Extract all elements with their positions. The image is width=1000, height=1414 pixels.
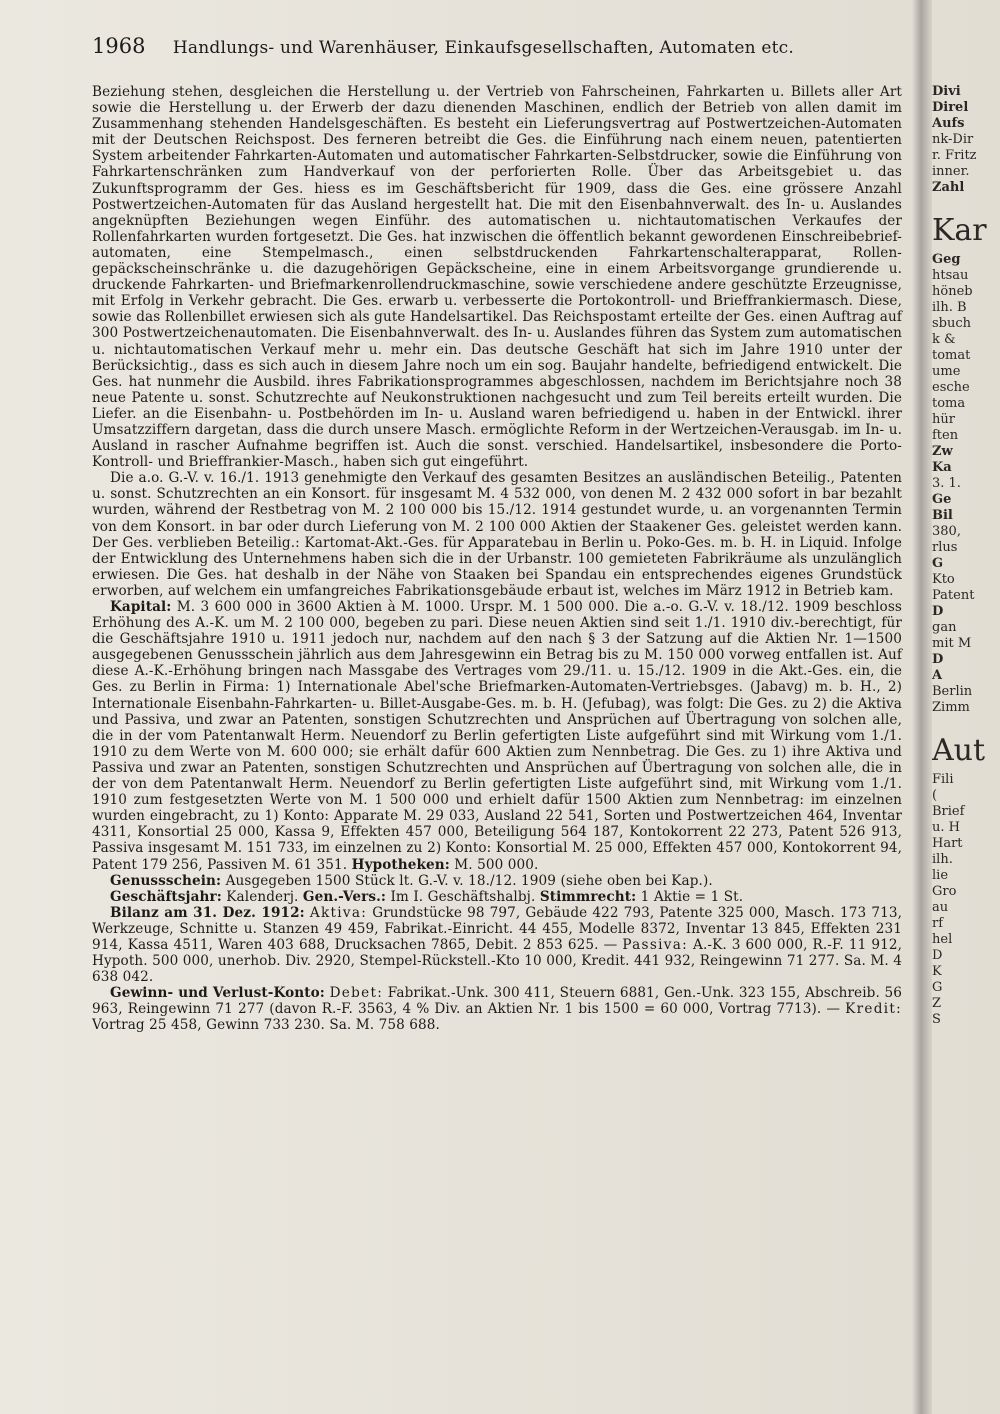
hypotheken-text: M. 500 000.	[449, 856, 539, 873]
debet-text: Fabrikat.-Unk. 300 411, Steuern 6881, Gen.-Unk. 323 155, Abschreib. 56 963, Reingewinn 71 277 (davon R.-F. 3563, 4 % Div. an Aktien Nr. 1 bis 1500 = 60 000, Vortrag 7713). —	[92, 985, 903, 1018]
bilanz-label: Bilanz am 31. Dez. 1912:	[110, 904, 305, 921]
side-fragment-line: 380,	[932, 524, 961, 539]
side-fragment-line: mit M	[932, 636, 972, 651]
passiva-word: Passiva:	[622, 936, 689, 953]
side-fragment-line: höneb	[932, 284, 973, 299]
side-fragment-line: G	[932, 556, 944, 571]
side-fragment-line: tomat	[932, 348, 971, 363]
side-fragment-line: ume	[932, 364, 961, 379]
side-fragment-line: Brief	[932, 804, 965, 819]
side-fragment-line: Ka	[932, 460, 952, 475]
side-fragment-line: rlus	[932, 540, 958, 555]
hypotheken-label: Hypotheken:	[351, 856, 450, 873]
side-fragment-line: G	[932, 980, 943, 995]
side-fragment-line: Patent	[932, 588, 975, 603]
stimmrecht-label: Stimmrecht:	[539, 888, 637, 905]
geschaeftsjahr-section	[92, 889, 902, 905]
side-fragment-line: toma	[932, 396, 966, 411]
side-fragment-line: lie	[932, 868, 949, 883]
geschaeftsjahr-text: Kalenderj.	[221, 888, 299, 905]
book-gutter	[912, 0, 932, 1414]
side-fragment-line: Kto	[932, 572, 955, 587]
side-fragment-line: Zahl	[932, 180, 965, 195]
side-fragment-line: A	[932, 668, 943, 683]
side-fragment-line: r. Fritz	[932, 148, 977, 163]
side-fragment-line: Z	[932, 996, 942, 1011]
side-fragment-line: hür	[932, 412, 955, 427]
aktiva-word: Aktiva:	[309, 904, 368, 921]
adjacent-page-fragment	[932, 84, 1000, 1384]
stimmrecht-text: 1 Aktie = 1 St.	[636, 888, 744, 905]
side-fragment-line: sbuch	[932, 316, 972, 331]
aktiva-text: Grundstücke 98 797, Gebäude 422 793, Patente 325 000, Masch. 173 713, Werkzeuge, Schnitte u. Stanzen 49 459, Fabrikat.-Einricht. 44 455, Modelle 8372, Inventar 13 845, Effekten 231 914, Kassa 4511, Waren 403 688, Drucksachen 7865, Debit. 2 853 625. —	[92, 904, 902, 953]
side-fragment-line: rf	[932, 916, 944, 931]
side-fragment-line: 3. 1.	[932, 476, 961, 491]
side-fragment-line: Aufs	[932, 116, 965, 131]
side-fragment-line: Zw	[932, 444, 953, 459]
side-fragment-line: D	[932, 948, 943, 963]
guv-label: Gewinn- und Verlust-Konto:	[110, 985, 325, 1002]
kapital-text: M. 3 600 000 in 3600 Aktien à M. 1000. Urspr. M. 1 500 000. Die a.-o. G.-V. v. 18./12. 1909 beschloss Erhöhung des A.-K. um M. 2 100 000, begeben zu pari. Diese neuen Aktien sind seit 1./1. 1910 div.-berechtigt, für die Geschäftsjahre 1910 u. 1911 jedoch nur, nachdem auf den nach § 3 der Satzung auf die Aktien Nr. 1—1500 ausgegebenen Genussschein jährlich aus dem Jahresgewinn ein Betrag bis zu M. 150 000 vorweg entfallen ist. Auf diese A.-K.-Erhöhung bringen nach Massgabe des Vertrages vom 29./11. u. 15./12. 1909 in die Akt.-Ges. ein, die Ges. zu Berlin in Firma: 1) Internationale Abel'sche Briefmarken-Automaten-Vertriebsges. (Jabavg) m. b. H., 2) Internationale Eisenbahn-Fahrkarten- u. Billet-Ausgabe-Ges. m. b. H. (Jefubag), was folgt: Die Ges. zu 2) die Aktiva und Passiva, und zwar an Patenten, sonstigen Schutzrechten und Ansprüchen auf Übertragung von solchen alle, die in der vom Patentanwalt Herm. Neuendorf zu Berlin gefertigten Liste aufgeführt sind mit Wirkung vom 1./1. 1910 zu dem Werte von M. 600 000; sie erhält dafür 600 Aktien zum Nennbetrag. Die Ges. zu 1) ihre Aktiva und Passiva und zwar an Patenten, sonstigen Schutzrechten und Ansprüchen auf Übertragung von solchen alle, die in der von dem Patentanwalt Herm. Neuendorf zu Berlin gefertigten Liste aufgeführt sind, mit Wirkung vom 1./1. 1910 zum festgesetzten Werte von M. 1 500 000 und erhielt dafür 1500 Aktien zum Nennbetrag: im einzelnen wurden eingebracht, zu 1) Konto: Apparate M. 29 033, Ausland 22 541, Sorten und Postwertzeichen 464, Inventar 4311, Konsortial 25 000, Kassa 9, Effekten 457 000, Beteiligung 564 187, Kontokorrent 22 273, Patent 526 913, Passiva insgesamt M. 151 733, im einzelnen zu 2) Konto: Konsortial M. 25 000, Effekten 457 000, Kontokorrent 94, Patent 179 256, Passiven M. 61 351.	[92, 599, 902, 873]
body-paragraph: Beziehung stehen, desgleichen die Herstellung u. der Vertrieb von Fahrscheinen, Fahrkarten u. Billets aller Art sowie die Herstellung u. der Erwerb der dazu dienenden Maschinen, endlich der Betrieb von allen damit im Zusammenhang stehenden Handelsgeschäften. Es besteht ein Lieferungsvertrag auf Postwertzeichen-Automaten mit der Deutschen Reichspost. Des ferneren betreibt die Ges. die Einführung nach einem neuen, patentierten System arbeitender Fahrkarten-Automaten und automatischer Fahrkarten-Selbstdrucker, sowie die Einführung von Fahrkartenschränken zum Handverkauf von der perforierten Rolle. Über das Arbeitsgebiet u. das Zukunftsprogramm der Ges. hiess es im Geschäftsbericht für 1909, dass die Ges. eine grössere Anzahl Postwertzeichen-Automaten für das Ausland hergestellt hat. Die mit den Eisenbahnverwalt. des In- u. Auslandes angeknüpften Beziehungen wegen Einführ. des automatischen u. nichtautomatischen Verkaufes der Rollenfahrkarten wurden fortgesetzt. Die Ges. hat inzwischen die öffentlich bekannt gewordenen Einschreibebrief-automaten, eine Stempelmasch., einen selbstdruckenden Fahrkartenschalterapparat, Rollen-gepäckscheinschränke u. die dazugehörigen Gepäckscheine, eine in einem Arbeitsvorgange grundierende u. druckende Fahrkarten- und Briefmarkenrollendruckmaschine, sowie verschiedene andere geschützte Erzeugnisse, mit Erfolg in Verkehr gebracht. Die Ges. erwarb u. verbesserte die Portokontroll- und Brieffrankiermasch. Diese, sowie das Rollenbillet erwiesen sich als gute Handelsartikel. Das Reichspostamt erteilte der Ges. einen Auftrag auf 300 Postwertzeichenautomaten. Die Eisenbahnverwalt. des In- u. Auslandes führen das System zum automatischen u. nichtautomatischen Verkauf mehr u. mehr ein. Das deutsche Geschäft hat sich im Jahre 1910 unter der Berücksichtig., dass es sich auch in diesem Jahre noch um ein sog. Baujahr handelte, befriedigend entwickelt. Die Ges. hat nunmehr die Ausbild. ihres Fabrikationsprogrammes abgeschlossen, nachdem im Berichtsjahre noch 38 neue Patente u. sonst. Schutzrechte auf Neukonstruktionen nachgesucht und zum Teil bereits erteilt wurden. Die Liefer. an die Eisenbahn- u. Postbehörden im In- u. Ausland waren befriedigend u. haben in der Entwickl. ihrer Umsatzziffern dargetan, dass die durch unsere Masch. ermöglichte Reform in der Wertzeichen-Verausgab. im In- u. Ausland in rascher Aufnahme begriffen ist. Auch die sonst. verschied. Handelsartikel, insbesondere die Porto-Kontroll- und Brieffrankier-Masch., haben sich gut eingeführt.	[92, 84, 902, 471]
side-fragment-line: Direl	[932, 100, 969, 115]
side-fragment-line: ften	[932, 428, 959, 443]
side-fragment-line: Ge	[932, 492, 952, 507]
kredit-word: Kredit:	[845, 1001, 902, 1018]
side-fragment-line: Gro	[932, 884, 957, 899]
side-fragment-line: au	[932, 900, 949, 915]
side-fragment-line: gan	[932, 620, 957, 635]
kapital-label: Kapital:	[110, 599, 172, 615]
kapital-section	[92, 599, 902, 873]
debet-word: Debet:	[329, 985, 384, 1002]
gen-vers-label: Gen.-Vers.:	[302, 888, 387, 905]
genussschein-label: Genussschein:	[110, 872, 222, 889]
side-fragment-line: Fili	[932, 772, 954, 787]
side-fragment-line: S	[932, 1012, 941, 1027]
side-fragment-line: nk-Dir	[932, 132, 974, 147]
geschaeftsjahr-label: Geschäftsjahr:	[110, 888, 222, 905]
passiva-text: A.-K. 3 600 000, R.-F. 11 912, Hypoth. 500 000, unerhob. Div. 2920, Stempel-Rückstell.-Kto 10 000, Kredit. 441 932, Reingewinn 71 277. Sa. M. 4 638 042.	[92, 936, 903, 986]
gen-vers-text: Im I. Geschäftshalbj.	[386, 888, 536, 905]
side-fragment-line: ilh. B	[932, 300, 967, 315]
side-fragment-line: k &	[932, 332, 956, 347]
body-paragraph: Die a.o. G.-V. v. 16./1. 1913 genehmigte den Verkauf des gesamten Besitzes an ausländischen Beteilig., Patenten u. sonst. Schutzrechten an ein Konsort. für insgesamt M. 4 532 000, von denen M. 2 432 000 sofort in bar bezahlt wurden, während der Restbetrag von M. 2 100 000 bis 15./12. 1914 gestundet wurde, u. an vorgenannten Termin von dem Konsort. in bar oder durch Lieferung von M. 2 100 000 Aktien der Staakener Ges. geleistet werden kann. Der Ges. verblieben Beteilig.: Kartomat-Akt.-Ges. für Apparatebau in Berlin u. Poko-Ges. m. b. H. in Liquid. Infolge der Entwicklung des Unternehmens haben sich die in der Urbanstr. 100 gemieteten Fabrikräume als unzulänglich erwiesen. Die Ges. hat deshalb in der Nähe von Staaken bei Spandau ein entsprechendes eigenes Grundstück erworben, auf welchem ein umfangreiches Fabrikationsgebäude erbaut ist, welches im März 1912 in Betrieb kam.	[92, 470, 902, 599]
side-fragment-line: u. H	[932, 820, 960, 835]
side-fragment-line: Berlin	[932, 684, 973, 699]
side-fragment-line: (	[932, 788, 938, 803]
side-fragment-line: K	[932, 964, 942, 979]
side-fragment-line: Aut	[932, 733, 986, 768]
main-text-column	[92, 84, 902, 1034]
side-fragment-line: Bil	[932, 508, 953, 523]
genussschein-section	[92, 873, 902, 889]
side-fragment-line: ilh.	[932, 852, 953, 867]
side-fragment-line: inner.	[932, 164, 970, 179]
kredit-text: Vortrag 25 458, Gewinn 733 230. Sa. M. 758 688.	[92, 1017, 440, 1034]
side-fragment-line: hel	[932, 932, 953, 947]
side-fragment-line: Kar	[932, 213, 987, 248]
side-fragment-line: Divi	[932, 84, 961, 99]
bilanz-section	[92, 905, 902, 985]
side-fragment-line: esche	[932, 380, 970, 395]
body-paragraphs	[92, 84, 902, 599]
guv-section	[92, 985, 902, 1033]
side-fragment-line: Hart	[932, 836, 963, 851]
genussschein-text: Ausgegeben 1500 Stück lt. G.-V. v. 18./12. 1909 (siehe oben bei Kap.).	[221, 872, 713, 889]
page-number: 1968	[92, 34, 146, 58]
running-head: Handlungs- und Warenhäuser, Einkaufsgesellschaften, Automaten etc.	[172, 38, 794, 58]
side-fragment-line: Geg	[932, 252, 961, 267]
page-header	[92, 34, 912, 64]
side-fragment-line: htsau	[932, 268, 969, 283]
side-fragment-line: D	[932, 604, 944, 619]
side-fragment-line: D	[932, 652, 944, 667]
side-fragment-line: Zimm	[932, 700, 970, 715]
